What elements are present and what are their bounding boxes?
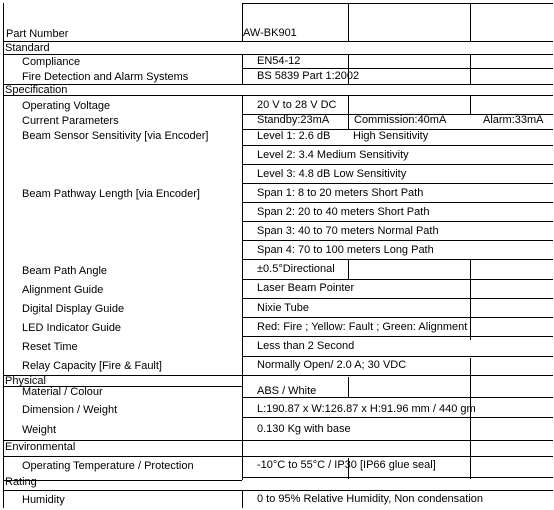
- grid-line: [242, 183, 553, 184]
- grid-line: [242, 298, 553, 299]
- section-standard: Standard: [5, 42, 50, 54]
- beam-pathway-span2: Span 2: 20 to 40 meters Short Path: [257, 206, 430, 218]
- grid-line: [242, 336, 553, 337]
- dimension-value: L:190.87 x W:126.87 x H:91.96 mm / 440 gm: [257, 403, 476, 415]
- grid-line: [470, 260, 471, 340]
- grid-line: [470, 54, 471, 84]
- section-specification: Specification: [5, 84, 68, 96]
- grid-line: [3, 456, 553, 457]
- beam-sensitivity-level1: Level 1: 2.6 dB: [257, 130, 331, 142]
- grid-line: [242, 279, 553, 280]
- grid-line: [3, 41, 553, 42]
- alignment-guide-label: Alignment Guide: [22, 284, 104, 296]
- grid-line: [3, 440, 553, 441]
- beam-angle-value: ±0.5°Directional: [257, 263, 335, 275]
- grid-line: [242, 68, 553, 69]
- grid-line: [3, 84, 553, 85]
- humidity-label: Humidity: [22, 494, 65, 506]
- beam-pathway-span1: Span 1: 8 to 20 meters Short Path: [257, 187, 424, 199]
- beam-pathway-span3: Span 3: 40 to 70 meters Normal Path: [257, 225, 439, 237]
- led-indicator-value: Red: Fire ; Yellow: Fault ; Green: Alignment: [257, 321, 468, 333]
- grid-line: [348, 3, 349, 41]
- grid-line: [470, 458, 471, 479]
- operating-voltage-value: 20 V to 28 V DC: [257, 99, 337, 111]
- digital-display-value: Nixie Tube: [257, 302, 309, 314]
- relay-capacity-value: Normally Open/ 2.0 A; 30 VDC: [257, 359, 407, 371]
- grid-line: [242, 3, 553, 4]
- reset-time-label: Reset Time: [22, 341, 78, 353]
- grid-line: [242, 221, 553, 222]
- grid-line: [242, 317, 553, 318]
- grid-line: [242, 95, 243, 480]
- grid-line: [3, 3, 4, 508]
- current-alarm-value: Alarm:33mA: [483, 114, 544, 126]
- grid-line: [242, 259, 553, 260]
- grid-line: [3, 490, 553, 491]
- beam-sensitivity-level3: Level 3: 4.8 dB Low Sensitivity: [257, 168, 407, 180]
- current-parameters-label: Current Parameters: [22, 115, 119, 127]
- grid-line: [470, 95, 471, 115]
- current-commission-value: Commission:40mA: [354, 114, 447, 126]
- grid-line: [242, 490, 243, 508]
- grid-line: [348, 260, 349, 280]
- grid-line: [3, 375, 553, 376]
- humidity-value: 0 to 95% Relative Humidity, Non condensation: [257, 493, 484, 505]
- current-standby-value: Standby:23mA: [257, 114, 330, 126]
- grid-line: [348, 95, 349, 129]
- grid-line: [242, 145, 553, 146]
- relay-capacity-label: Relay Capacity [Fire & Fault]: [22, 360, 162, 372]
- material-label: Material / Colour: [22, 386, 103, 398]
- dimension-label: Dimension / Weight: [22, 404, 118, 416]
- beam-pathway-label: Beam Pathway Length [via Encoder]: [22, 188, 200, 200]
- grid-line: [470, 3, 471, 41]
- grid-line: [242, 202, 553, 203]
- fire-detection-value: BS 5839 Part 1:2002: [257, 70, 360, 82]
- beam-pathway-span4: Span 4: 70 to 100 meters Long Path: [257, 244, 434, 256]
- alignment-guide-value: Laser Beam Pointer: [257, 282, 355, 294]
- compliance-value: EN54-12: [257, 55, 301, 67]
- section-physical: Physical: [5, 375, 46, 387]
- grid-line: [348, 377, 349, 398]
- grid-line: [242, 240, 553, 241]
- grid-line: [3, 480, 242, 481]
- beam-sensitivity-label: Beam Sensor Sensitivity [via Encoder]: [22, 130, 209, 142]
- operating-temp-label: Operating Temperature / Protection: [22, 460, 194, 472]
- part-number-label: Part Number: [6, 28, 69, 40]
- grid-line: [242, 477, 553, 478]
- beam-sensitivity-level1-desc: High Sensitivity: [353, 130, 429, 142]
- material-value: ABS / White: [257, 385, 317, 397]
- part-number-value: AW-BK901: [243, 27, 297, 39]
- led-indicator-label: LED Indicator Guide: [22, 322, 122, 334]
- beam-angle-label: Beam Path Angle: [22, 265, 108, 277]
- operating-voltage-label: Operating Voltage: [22, 100, 111, 112]
- operating-temp-value: -10°C to 55°C / IP30 [IP66 glue seal]: [257, 459, 436, 471]
- compliance-label: Compliance: [22, 56, 81, 68]
- section-rating: Rating: [5, 476, 37, 488]
- weight-value: 0.130 Kg with base: [257, 423, 351, 435]
- fire-detection-label: Fire Detection and Alarm Systems: [22, 71, 189, 83]
- grid-line: [242, 164, 553, 165]
- grid-line: [242, 54, 243, 84]
- grid-line: [242, 356, 553, 357]
- grid-line: [242, 417, 553, 418]
- reset-time-value: Less than 2 Second: [257, 340, 355, 352]
- weight-label: Weight: [22, 424, 57, 436]
- section-environmental: Environmental: [5, 441, 76, 453]
- digital-display-label: Digital Display Guide: [22, 303, 125, 315]
- beam-sensitivity-level2: Level 2: 3.4 Medium Sensitivity: [257, 149, 409, 161]
- grid-line: [3, 95, 553, 96]
